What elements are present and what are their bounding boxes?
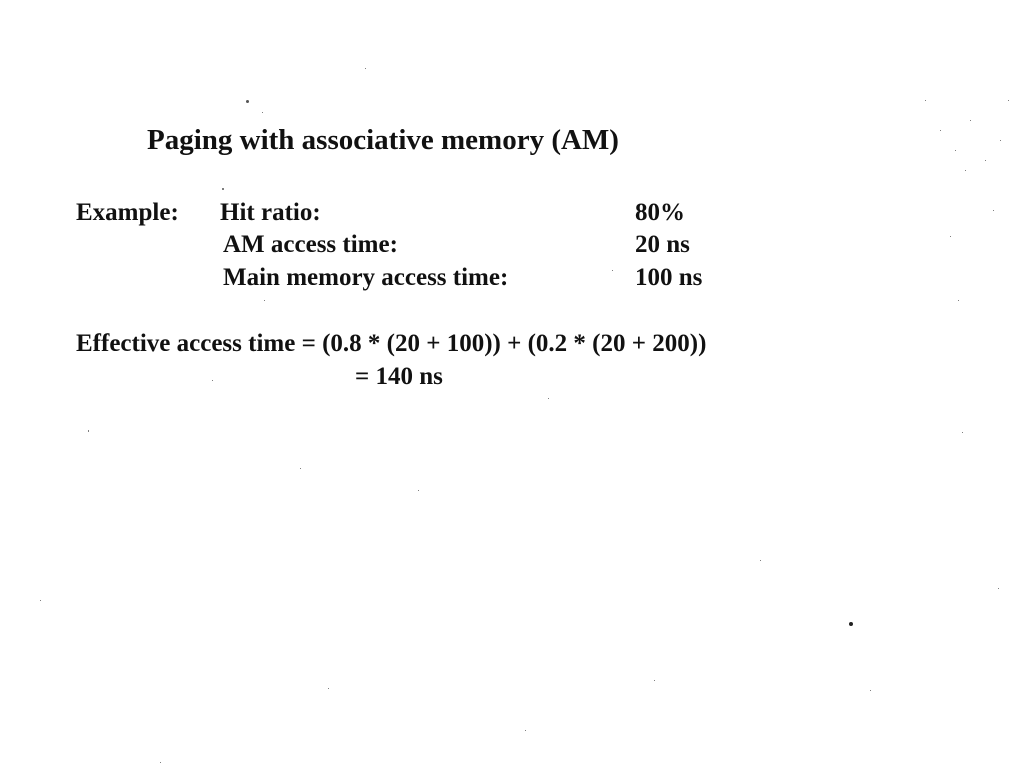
scan-speck — [418, 490, 419, 491]
scan-speck — [985, 160, 986, 161]
scan-speck — [950, 236, 951, 237]
hit-ratio-label: Hit ratio: — [220, 199, 321, 226]
scan-speck — [993, 210, 994, 211]
main-memory-access-time-value: 100 ns — [635, 264, 703, 291]
hit-ratio-value: 80% — [635, 199, 685, 226]
am-access-time-label: AM access time: — [223, 231, 398, 258]
scan-speck — [962, 432, 963, 433]
effective-access-time-result: = 140 ns — [355, 363, 443, 390]
scan-speck — [870, 690, 871, 691]
scan-speck — [998, 588, 999, 589]
scan-speck — [760, 560, 761, 561]
scan-speck — [1008, 100, 1009, 101]
scan-speck — [212, 380, 213, 381]
scan-speck — [525, 730, 526, 731]
scan-speck — [222, 188, 224, 190]
scan-speck — [955, 150, 956, 151]
example-label: Example: — [76, 199, 179, 226]
scan-speck — [1000, 140, 1001, 141]
scan-speck — [160, 762, 161, 763]
slide-title: Paging with associative memory (AM) — [147, 124, 619, 156]
scan-speck — [970, 120, 971, 121]
scan-speck — [612, 270, 613, 271]
am-access-time-value: 20 ns — [635, 231, 690, 258]
scan-speck — [264, 300, 265, 301]
scan-speck — [300, 468, 301, 469]
effective-access-time-formula: Effective access time = (0.8 * (20 + 100)) + (0.2 * (20 + 200)) — [76, 330, 707, 357]
scan-speck — [40, 600, 41, 601]
scan-speck — [940, 130, 941, 131]
scan-speck — [328, 688, 329, 689]
scan-speck — [365, 68, 366, 69]
scan-speck — [925, 100, 926, 101]
scan-speck — [88, 430, 89, 432]
scan-speck — [958, 300, 959, 301]
scan-speck — [262, 112, 263, 113]
main-memory-access-time-label: Main memory access time: — [223, 264, 509, 291]
scan-speck — [849, 622, 853, 626]
scan-speck — [246, 100, 249, 103]
scan-speck — [548, 398, 549, 399]
scan-speck — [965, 170, 966, 171]
scan-speck — [654, 680, 655, 681]
